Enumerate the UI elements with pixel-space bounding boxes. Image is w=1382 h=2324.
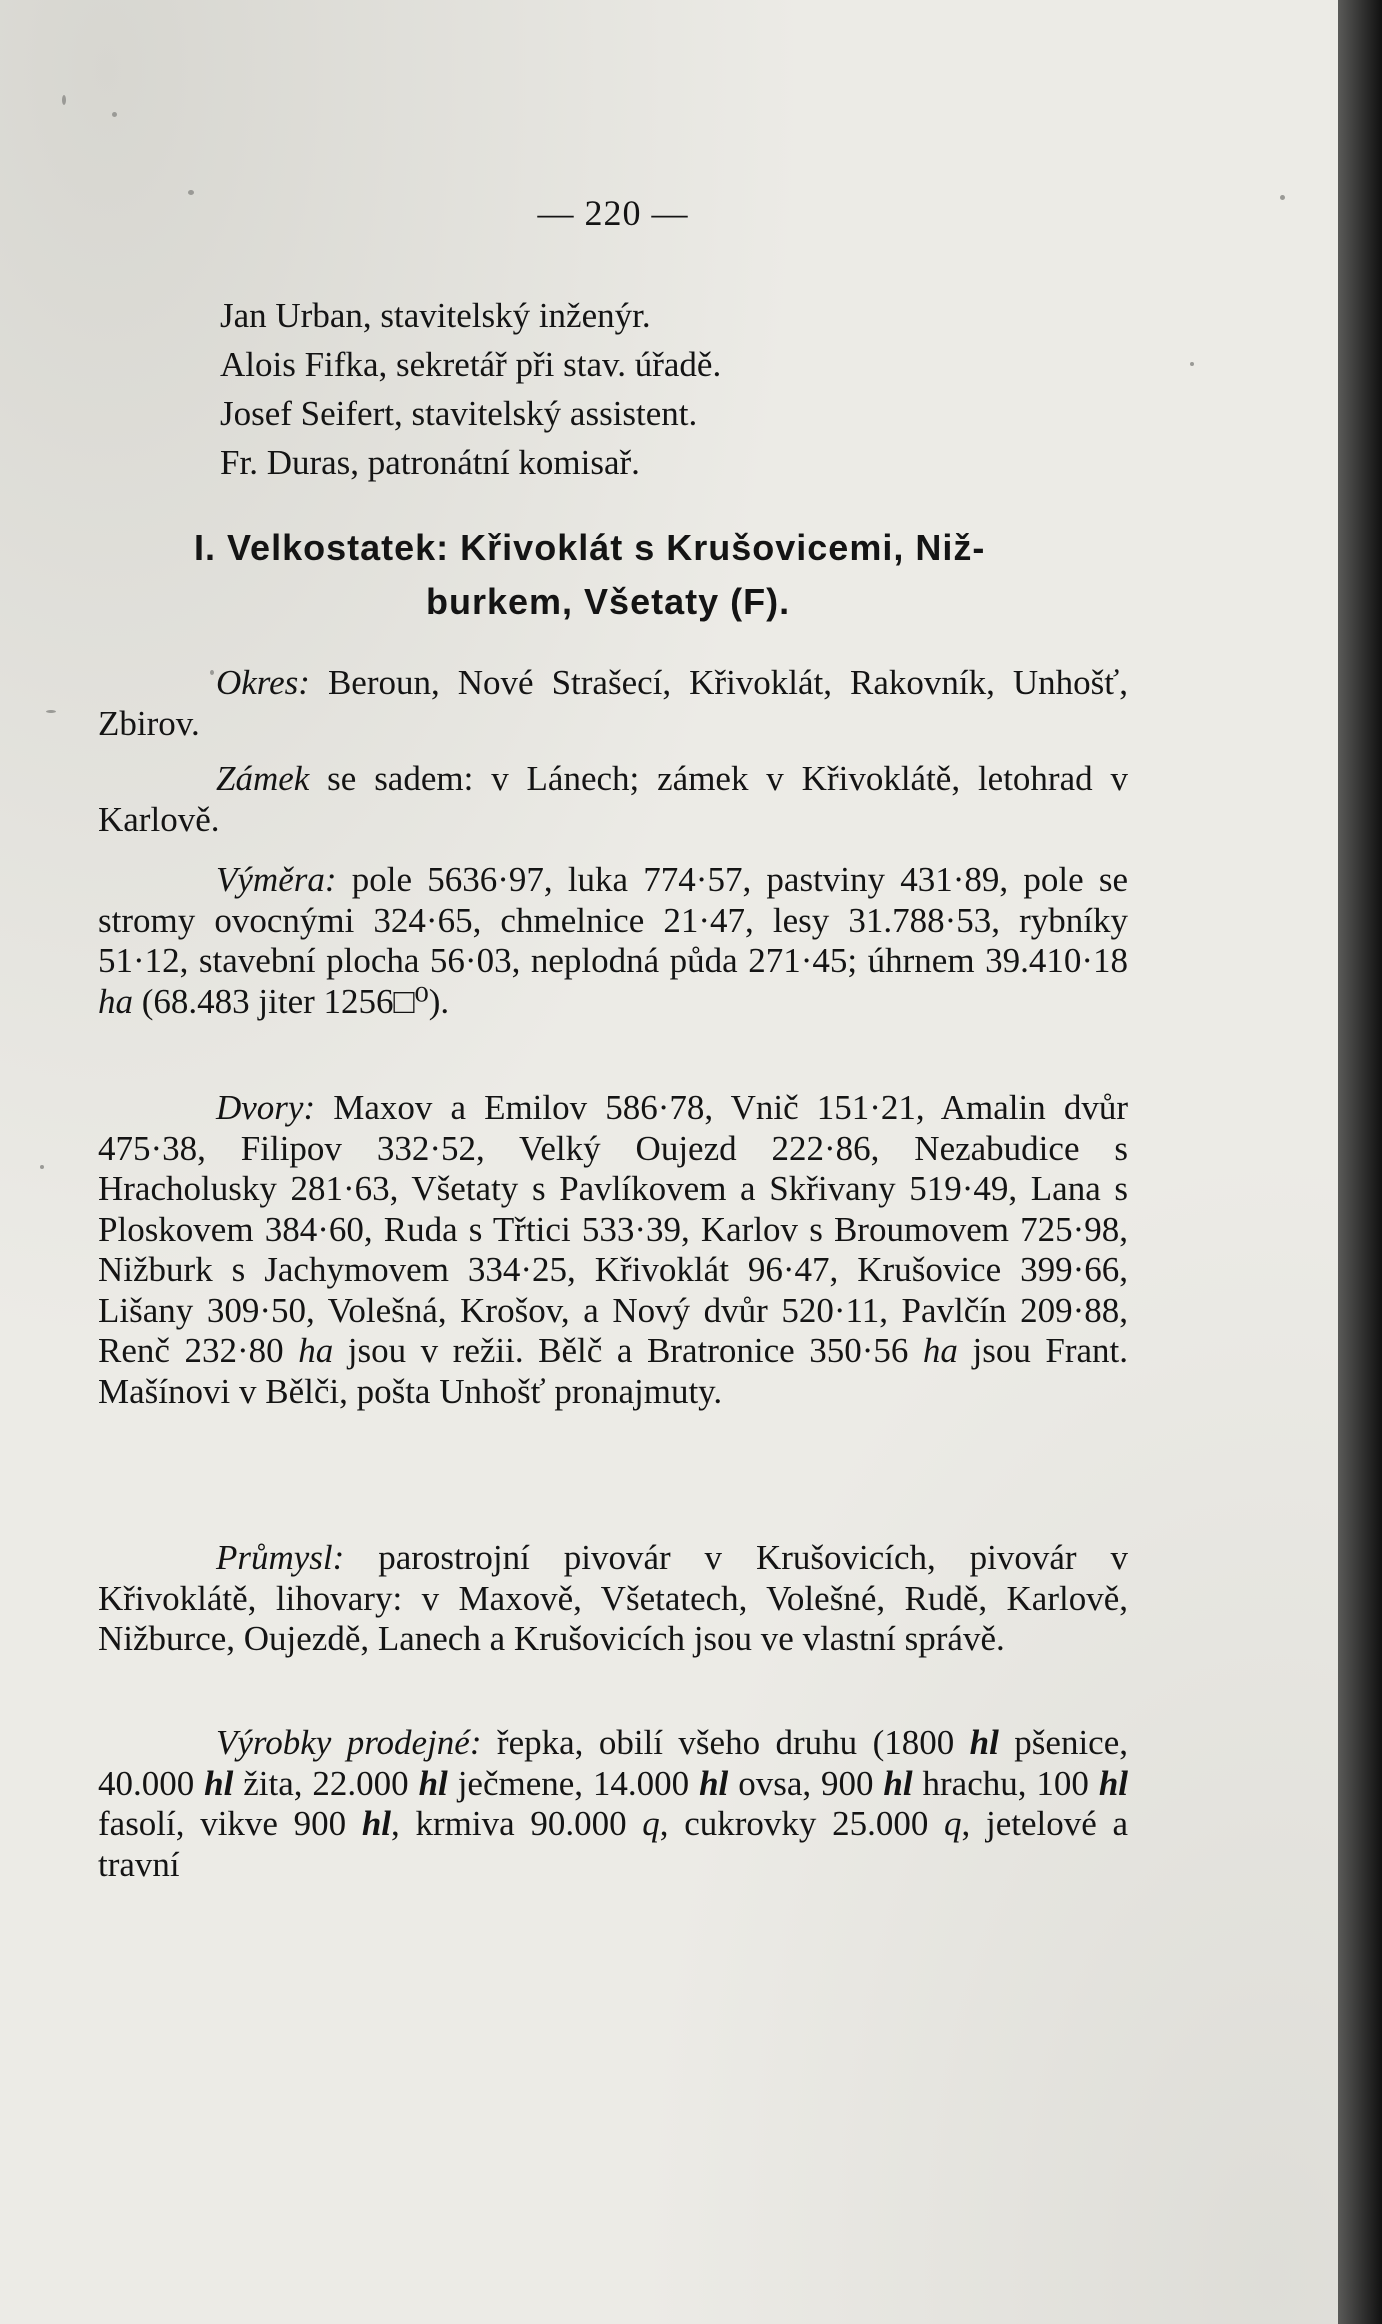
unit: hl bbox=[361, 1804, 392, 1843]
scan-speck bbox=[1280, 195, 1285, 200]
scan-speck bbox=[40, 1165, 44, 1169]
unit: ha bbox=[298, 1331, 334, 1370]
paragraph-dvory bbox=[98, 1088, 1128, 1412]
unit: q bbox=[944, 1804, 962, 1843]
paragraph-vyrobky bbox=[98, 1723, 1128, 1885]
paragraph-text: parostrojní pivovár v Krušovicích, pivovár v Křivoklátě, lihovary: v Maxově, Všetatech, Volešné, Rudě, Karlově, Nižburce, Oujezdě, Lanech a Krušovicích jsou ve vlastní správě. bbox=[98, 1538, 1128, 1658]
staff-line: Jan Urban, stavitelský inženýr. bbox=[220, 296, 651, 335]
term-vyrobky: Výrobky prodejné: bbox=[216, 1723, 482, 1762]
paragraph-text: Maxov a Emilov 586·78, Vnič 151·21, Amalin dvůr 475·38, Filipov 332·52, Velký Oujezd 222·86, Nezabudice s Hracholusky 281·63, Všetaty s Pavlíkovem a Skřivany 519·49, Lana s Ploskovem 384·60, Ruda s Třtici 533·39, Karlov s Broumovem 725·98, Nižburk s Jachymovem 334·25, Křivoklát 96·47, Krušovice 399·66, Lišany 309·50, Volešná, Krošov, a Nový dvůr 520·11, Pavlčín 209·88, Renč 232·80 bbox=[98, 1088, 1128, 1370]
term-vymera: Výměra: bbox=[216, 860, 337, 899]
paragraph-text: jsou Frant. Mašínovi v Bělči, pošta Unhošť pronajmuty. bbox=[98, 1331, 1129, 1411]
unit: ha bbox=[98, 981, 133, 1021]
paragraph-okres bbox=[98, 663, 1128, 744]
staff-line: Fr. Duras, patronátní komisař. bbox=[220, 443, 640, 482]
scan-edge-shadow bbox=[1338, 0, 1382, 2324]
staff-line: Alois Fifka, sekretář při stav. úřadě. bbox=[220, 345, 722, 384]
paragraph-text: ovsa, 900 bbox=[728, 1763, 884, 1803]
scan-speck bbox=[62, 95, 66, 105]
unit: ha bbox=[922, 1331, 958, 1370]
staff-line: Josef Seifert, stavitelský assistent. bbox=[220, 394, 698, 433]
scan-speck bbox=[46, 710, 56, 713]
paragraph-zamek bbox=[98, 759, 1128, 840]
paragraph-text: pole 5636·97, luka 774·57, pastviny 431·89, pole se stromy ovocnými 324·65, chmelnice 21·47, lesy 31.788·53, rybníky 51·12, stavební plocha 56·03, neplodná půda 271·45; úhrnem 39.410·18 bbox=[98, 860, 1128, 980]
paragraph-vymera bbox=[98, 860, 1128, 1022]
paragraph-text: , cukrovky 25.000 bbox=[659, 1804, 945, 1843]
paragraph-text: pšenice, 40.000 bbox=[98, 1723, 1128, 1803]
unit: q bbox=[642, 1804, 660, 1843]
term-dvory: Dvory: bbox=[216, 1088, 316, 1127]
unit: hl bbox=[699, 1763, 729, 1803]
paragraph-prumysl bbox=[98, 1538, 1128, 1660]
term-zamek: Zámek bbox=[216, 759, 310, 798]
paragraph-text: , jetelové a travní bbox=[98, 1804, 1128, 1884]
unit: hl bbox=[969, 1723, 999, 1762]
paragraph-text: ječmene, 14.000 bbox=[447, 1763, 700, 1803]
unit: hl bbox=[418, 1763, 448, 1803]
paragraph-text: (68.483 jiter 1256□⁰). bbox=[133, 981, 450, 1021]
paragraph-text: Beroun, Nové Strašecí, Křivoklát, Rakovník, Unhošť, Zbirov. bbox=[98, 663, 1128, 743]
paragraph-text: fasolí, vikve 900 bbox=[98, 1804, 362, 1843]
paragraph-text: se sadem: v Lánech; zámek v Křivoklátě, letohrad v Karlově. bbox=[98, 759, 1128, 839]
term-okres: Okres: bbox=[216, 663, 310, 702]
term-prumysl: Průmysl: bbox=[216, 1538, 345, 1577]
section-number: I. bbox=[194, 527, 217, 568]
scan-speck bbox=[112, 112, 117, 117]
paragraph-text: , krmiva 90.000 bbox=[391, 1804, 643, 1843]
unit: hl bbox=[204, 1763, 234, 1803]
paragraph-text: řepka, obilí všeho druhu (1800 bbox=[481, 1723, 970, 1762]
unit: hl bbox=[1098, 1763, 1129, 1803]
paragraph-text: hrachu, 100 bbox=[912, 1763, 1099, 1803]
section-heading-continued: burkem, Všetaty (F). bbox=[426, 581, 791, 622]
section-heading bbox=[194, 528, 1224, 569]
page-number: — 220 — bbox=[537, 193, 689, 233]
unit: hl bbox=[883, 1763, 913, 1803]
paragraph-text: jsou v režii. Bělč a Bratronice 350·56 bbox=[333, 1331, 923, 1370]
paragraph-text: žita, 22.000 bbox=[233, 1763, 419, 1803]
section-label: Velkostatek: bbox=[227, 527, 450, 568]
section-title-rest: Křivoklát s Krušovicemi, Niž- bbox=[460, 527, 986, 568]
